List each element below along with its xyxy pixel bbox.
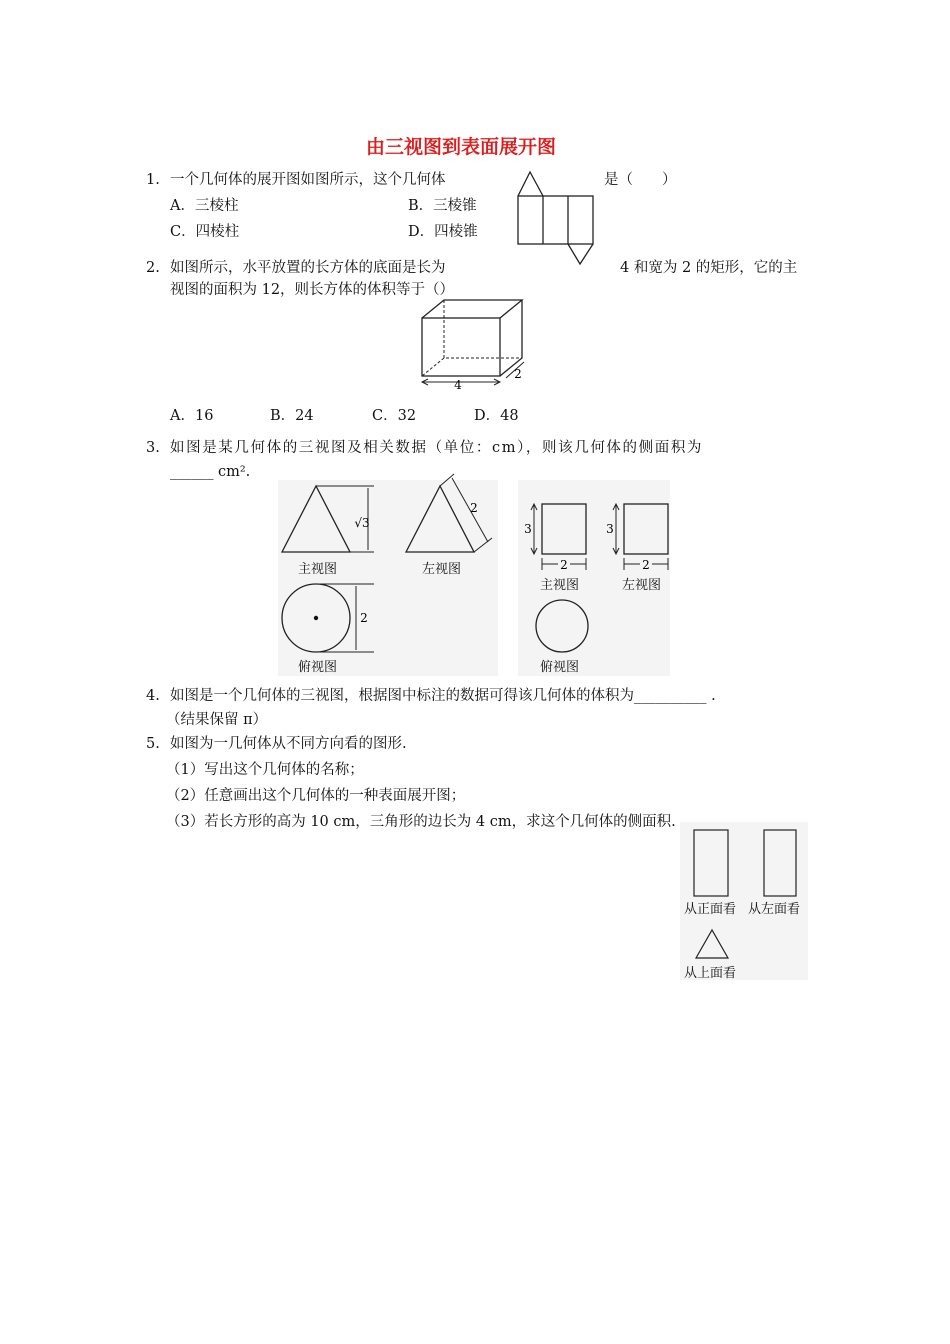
q3-stem: 如图是某几何体的三视图及相关数据（单位：cm），则该几何体的侧面积为 (170, 440, 704, 456)
q5-caption-top: 从上面看 (684, 966, 737, 981)
front-height-label: √3 (354, 516, 370, 530)
top-diameter-label: 2 (360, 611, 368, 625)
front-height-value: 3 (524, 522, 532, 536)
q2-option-c: C．32 (372, 408, 417, 424)
q4-number: 4. (146, 688, 160, 704)
fig4-caption-top: 俯视图 (540, 660, 580, 675)
q4-stem: 如图是一个几何体的三视图，根据图中标注的数据可得该几何体的体积为__________ . (170, 688, 716, 704)
fig4-caption-side: 左视图 (622, 578, 662, 593)
fig3-caption-top: 俯视图 (298, 660, 338, 675)
cone-three-views (278, 480, 498, 676)
fig3-caption-front: 主视图 (298, 562, 338, 577)
fig4-caption-front: 主视图 (540, 578, 580, 593)
q2-option-d: D．48 (474, 408, 519, 424)
prism-net-figure (508, 168, 598, 268)
q1-option-c: C．四棱柱 (170, 224, 240, 240)
q2-stem-line2: 视图的面积为 12，则长方体的体积等于（） (170, 282, 455, 298)
q1-stem-end: 是（ ） (604, 172, 677, 188)
q5-stem: 如图为一几何体从不同方向看的图形. (170, 736, 407, 752)
q1-option-a: A．三棱柱 (170, 198, 239, 214)
q1-stem: 一个几何体的展开图如图所示，这个几何体 (170, 172, 446, 188)
q3-blank: ______ (170, 464, 214, 480)
q2-option-a: A．16 (170, 408, 214, 424)
q3-number: 3. (146, 440, 160, 456)
q2-number: 2. (146, 260, 160, 276)
cuboid-length-label: 4 (454, 378, 462, 392)
q3-unit: cm². (218, 464, 251, 480)
q5-caption-left: 从左面看 (748, 902, 801, 917)
fig3-caption-side: 左视图 (422, 562, 462, 577)
q5-part-3: （3）若长方形的高为 10 cm，三角形的边长为 4 cm，求这个几何体的侧面积. (166, 814, 676, 830)
q5-part-2: （2）任意画出这个几何体的一种表面展开图； (166, 788, 466, 804)
q5-number: 5. (146, 736, 160, 752)
q1-option-d: D．四棱锥 (408, 224, 478, 240)
side-slant-label: 2 (470, 501, 478, 515)
q2-option-b: B．24 (270, 408, 314, 424)
page-title: 由三视图到表面展开图 (366, 136, 557, 158)
side-height-value: 3 (606, 522, 614, 536)
q1-number: 1. (146, 172, 160, 188)
side-width-value: 2 (642, 558, 650, 572)
q5-caption-front: 从正面看 (684, 902, 737, 917)
q2-stem-cont: 4 和宽为 2 的矩形，它的主 (620, 260, 798, 276)
q4-note: （结果保留 π） (166, 712, 268, 728)
q2-stem: 如图所示，水平放置的长方体的底面是长为 (170, 260, 446, 276)
q5-part-1: （1）写出这个几何体的名称； (166, 762, 364, 778)
front-width-value: 2 (560, 558, 568, 572)
q1-option-b: B．三棱锥 (408, 198, 477, 214)
cuboid-width-label: 2 (514, 367, 522, 381)
cuboid-figure (414, 296, 534, 392)
